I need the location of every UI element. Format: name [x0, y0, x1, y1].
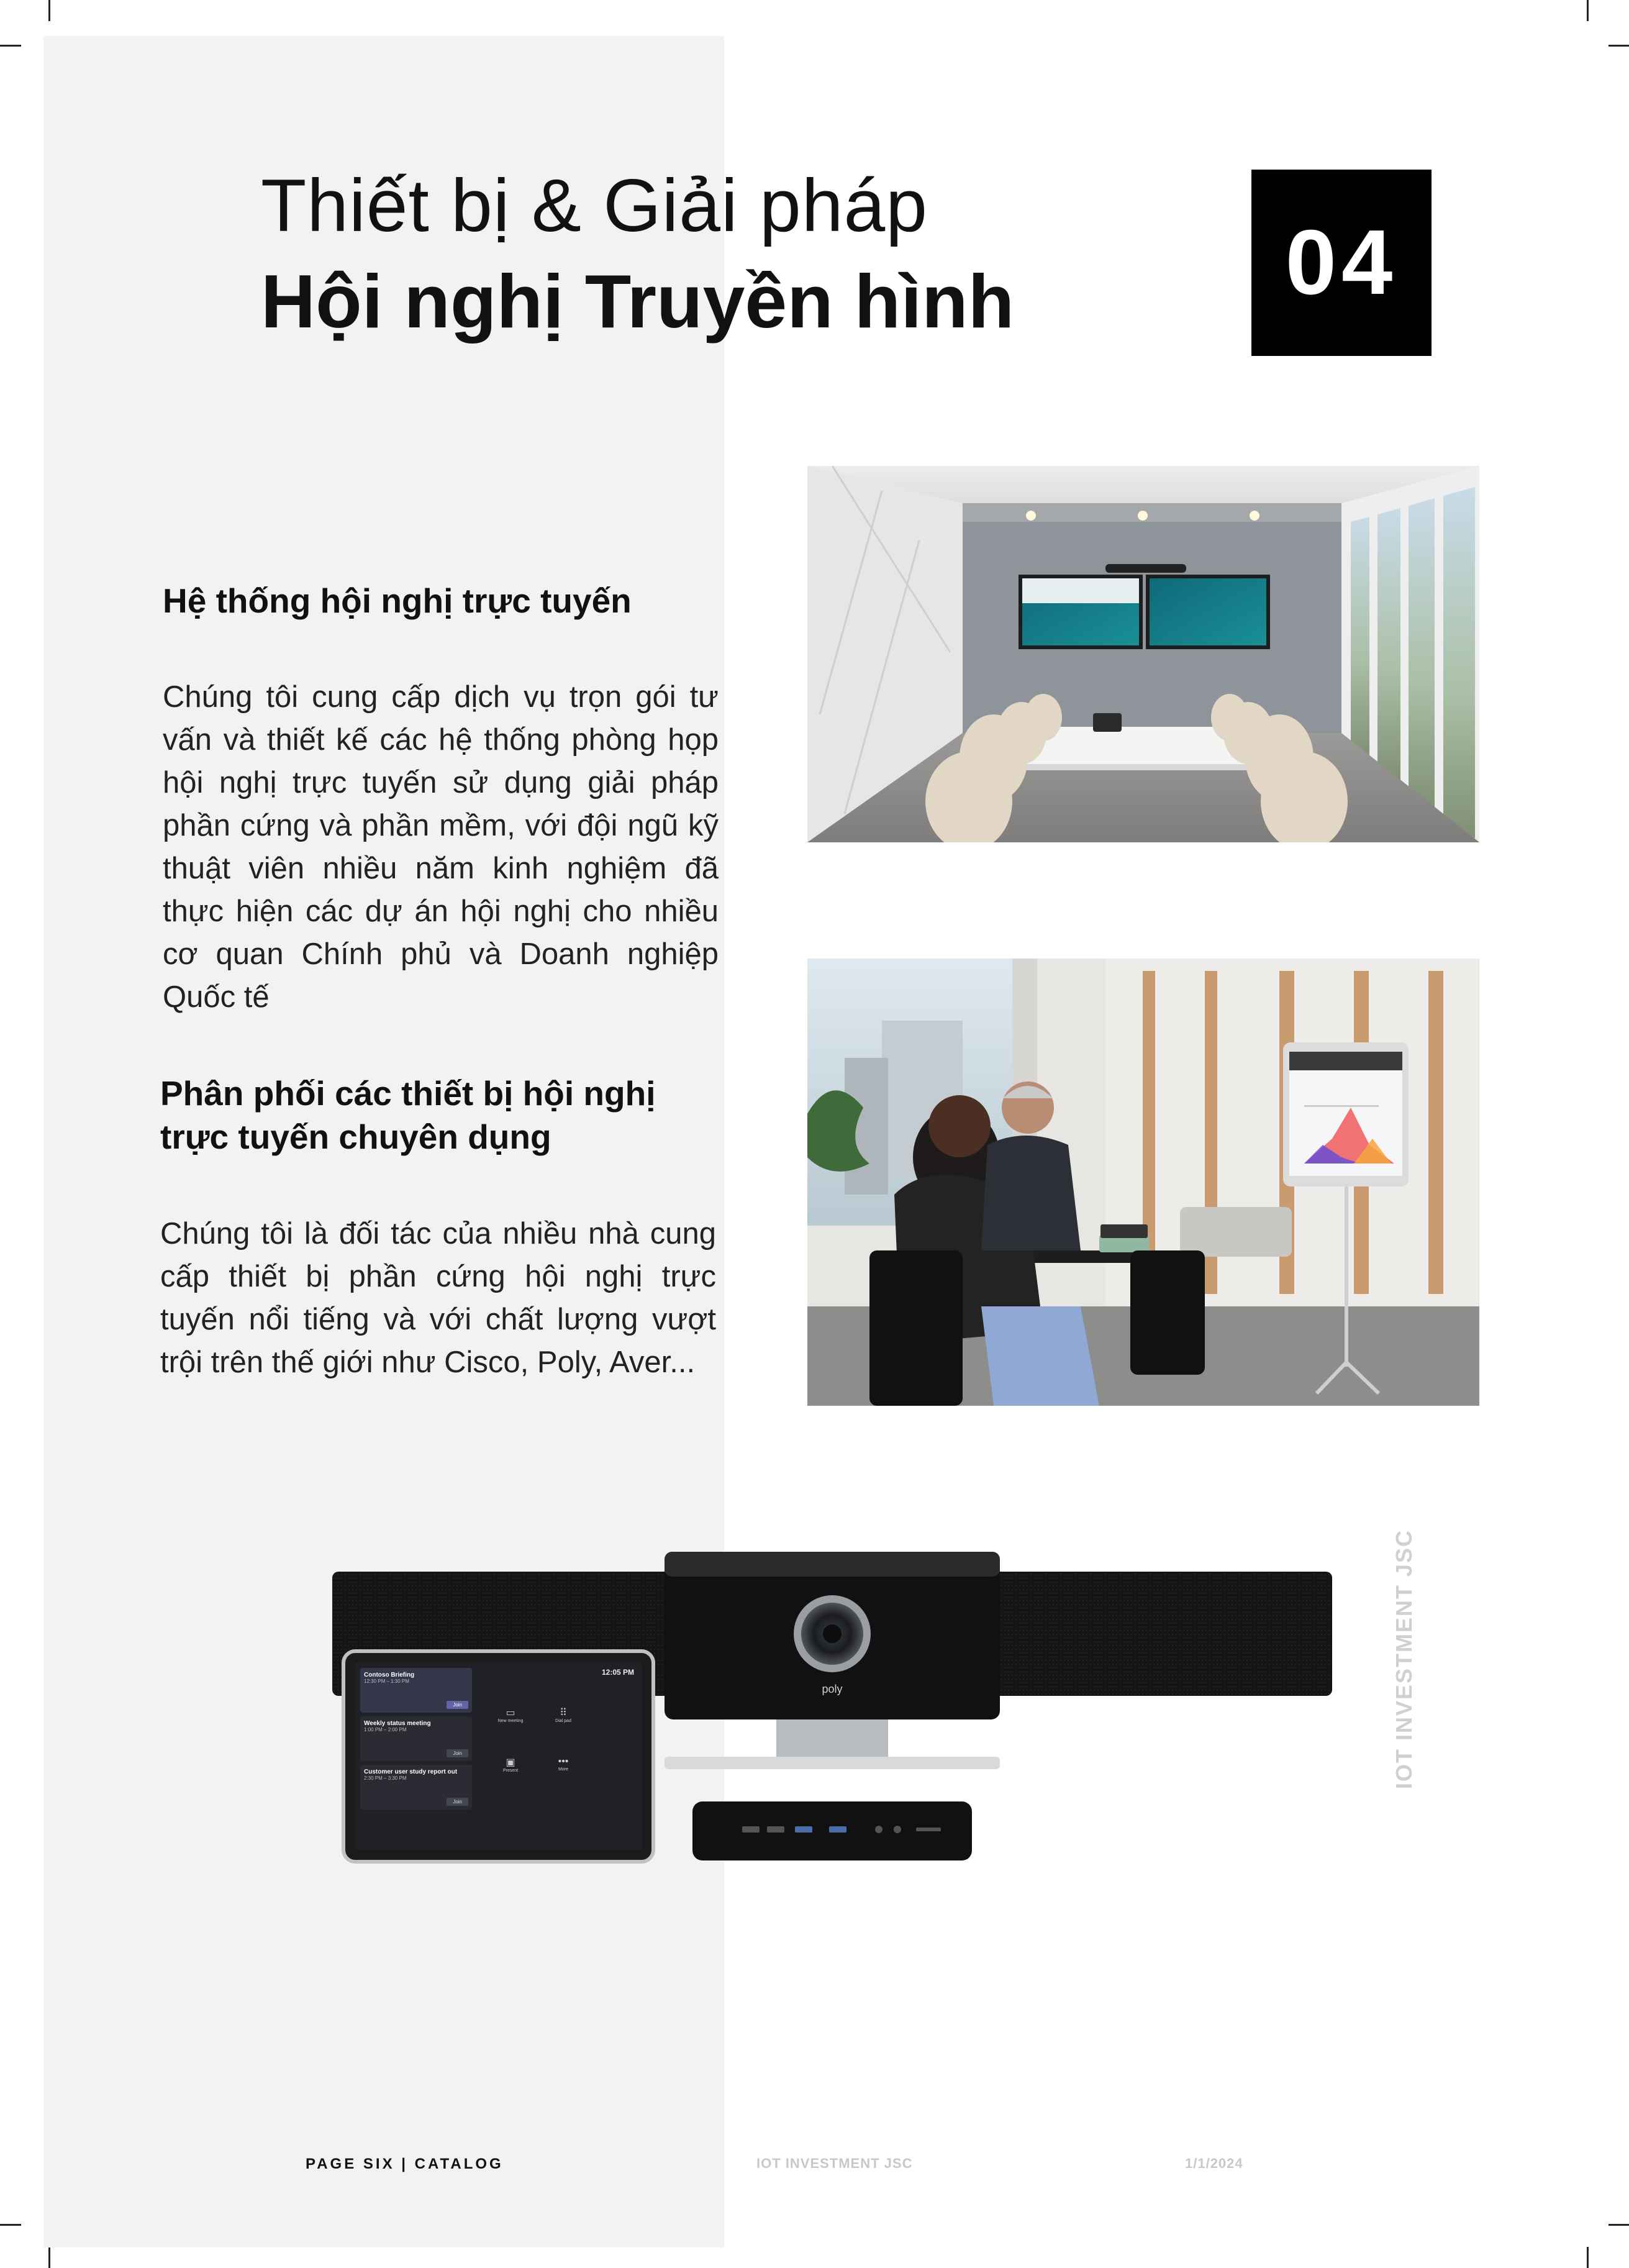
section1-body: Chúng tôi cung cấp dịch vụ trọn gói tư vấn và thiết kế các hệ thống phòng họp hội nghị trực tuyến sử dụng giải pháp phần cứng và phần mềm, với đội ngũ kỹ thuật viên nhiều năm kinh nghiệm đã thực hiện các dự án hội nghị cho nhiều cơ quan Chính phủ và Doanh nghiệp Quốc tế — [163, 680, 719, 1014]
action-label: Dial pad — [555, 1719, 571, 1723]
touch-controller-tablet — [342, 1649, 655, 1864]
more-dots-icon: ••• — [558, 1756, 569, 1767]
meeting-card[interactable] — [360, 1765, 472, 1810]
meeting-time: 12:30 PM – 1:30 PM — [364, 1678, 409, 1684]
footer-date: 1/1/2024 — [1185, 2156, 1243, 2171]
section-number-box — [1251, 170, 1432, 356]
page-title-line2: Hội nghị Truyền hình — [261, 259, 1015, 344]
section1-heading: Hệ thống hội nghị trực tuyến — [163, 581, 632, 620]
join-button[interactable]: Join — [447, 1701, 468, 1709]
present-action[interactable] — [489, 1756, 532, 1773]
crop-mark — [1587, 0, 1589, 21]
join-button[interactable]: Join — [447, 1798, 468, 1806]
meeting-title: Contoso Briefing — [364, 1672, 415, 1678]
tablet-screen — [355, 1663, 642, 1850]
crop-mark — [48, 0, 50, 21]
present-screen-icon: ▣ — [506, 1757, 515, 1768]
page-title-line1: Thiết bị & Giải pháp — [261, 164, 928, 247]
section2-heading — [160, 1072, 656, 1159]
action-label: Present — [502, 1769, 519, 1773]
meeting-title: Weekly status meeting — [364, 1720, 431, 1727]
crop-mark — [1587, 2247, 1589, 2268]
meeting-time: 1:00 PM – 2:00 PM — [364, 1727, 407, 1733]
poly-brand-label: poly — [822, 1683, 843, 1695]
conference-room-photo — [807, 466, 1479, 842]
side-company-label: IOT INVESTMENT JSC — [1391, 1529, 1417, 1789]
new-meeting-action[interactable] — [489, 1706, 532, 1723]
crop-mark — [1609, 45, 1629, 47]
meeting-card[interactable] — [360, 1716, 472, 1761]
crop-mark — [48, 2247, 50, 2268]
footer-page-label: PAGE SIX | CATALOG — [306, 2156, 504, 2172]
section2-heading-line2: trực tuyến chuyên dụng — [160, 1118, 551, 1157]
crop-mark — [0, 2224, 21, 2226]
meeting-title: Customer user study report out — [364, 1769, 458, 1775]
crop-mark — [0, 45, 21, 47]
tablet-time: 12:05 PM — [601, 1668, 634, 1677]
video-camera-icon: ▭ — [506, 1708, 515, 1718]
action-label: More — [558, 1767, 568, 1772]
more-action[interactable] — [542, 1756, 585, 1772]
footer-company: IOT INVESTMENT JSC — [756, 2156, 913, 2171]
section-number: 04 — [1285, 211, 1398, 314]
join-button[interactable]: Join — [447, 1749, 468, 1757]
crop-mark — [1609, 2224, 1629, 2226]
dial-pad-icon: ⠿ — [560, 1708, 567, 1718]
section2-heading-line1: Phân phối các thiết bị hội nghị — [160, 1074, 656, 1113]
meeting-people-photo — [807, 959, 1479, 1406]
action-label: New meeting — [497, 1719, 524, 1723]
meeting-card[interactable] — [360, 1668, 472, 1713]
meeting-time: 2:30 PM – 3:30 PM — [364, 1775, 407, 1781]
dial-pad-action[interactable] — [542, 1706, 585, 1723]
section2-body: Chúng tôi là đối tác của nhiều nhà cung cấp thiết bị phần cứng hội nghị trực tuyến nổi tiếng và với chất lượng vượt trội trên thế giới như Cisco, Poly, Aver... — [160, 1217, 716, 1379]
